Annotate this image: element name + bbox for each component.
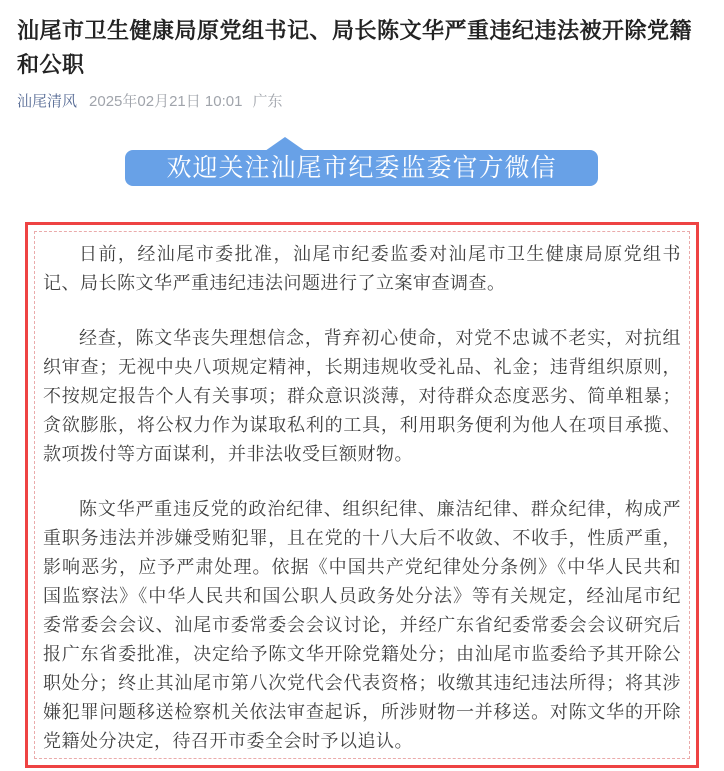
follow-banner-label: 欢迎关注汕尾市纪委监委官方微信 <box>125 150 598 186</box>
paragraph-2: 经查，陈文华丧失理想信念，背弃初心使命，对党不忠诚不老实，对抗组织审查；无视中央八项规定精神，长期违规收受礼品、礼金；违背组织原则，不按规定报告个人有关事项；群众意识淡薄，对待群众态度恶劣、简单粗暴；贪欲膨胀，将公权力作为谋取私利的工具，利用职务便利为他人在项目承揽、款项拨付等方面谋利，并非法收受巨额财物。 <box>43 328 681 464</box>
publish-location: 广东 <box>252 93 283 110</box>
author-link[interactable]: 汕尾清风 <box>17 93 78 110</box>
content-box-inner <box>34 231 690 759</box>
publish-time: 2025年02月21日 10:01 <box>89 93 243 110</box>
arrow-up-icon <box>265 137 305 151</box>
paragraph-3: 陈文华严重违反党的政治纪律、组织纪律、廉洁纪律、群众纪律，构成严重职务违法并涉嫌受贿犯罪，且在党的十八大后不收敛、不收手，性质严重，影响恶劣，应予严肃处理。依据《中国共产党纪律处分条例》《中华人民共和国监察法》《中华人民共和国公职人员政务处分法》等有关规定，经汕尾市纪委常委会会议、汕尾市委常委会会议讨论，并经广东省纪委常委会会议研究后报广东省委批准，决定给予陈文华开除党籍处分；由汕尾市监委给予其开除公职处分；终止其汕尾市第八次党代会代表资格；收缴其违纪违法所得；将其涉嫌犯罪问题移送检察机关依法审查起诉，所涉财物一并移送。对陈文华的开除党籍处分决定，待召开市委全会时予以追认。 <box>43 499 681 751</box>
article-byline <box>17 92 707 112</box>
paragraph-1: 日前，经汕尾市委批准，汕尾市纪委监委对汕尾市卫生健康局原党组书记、局长陈文华严重违纪违法问题进行了立案审查调查。 <box>43 244 681 293</box>
follow-banner[interactable] <box>125 150 598 186</box>
article-title: 汕尾市卫生健康局原党组书记、局长陈文华严重违纪违法被开除党籍和公职 <box>17 18 693 77</box>
content-box <box>25 222 699 768</box>
